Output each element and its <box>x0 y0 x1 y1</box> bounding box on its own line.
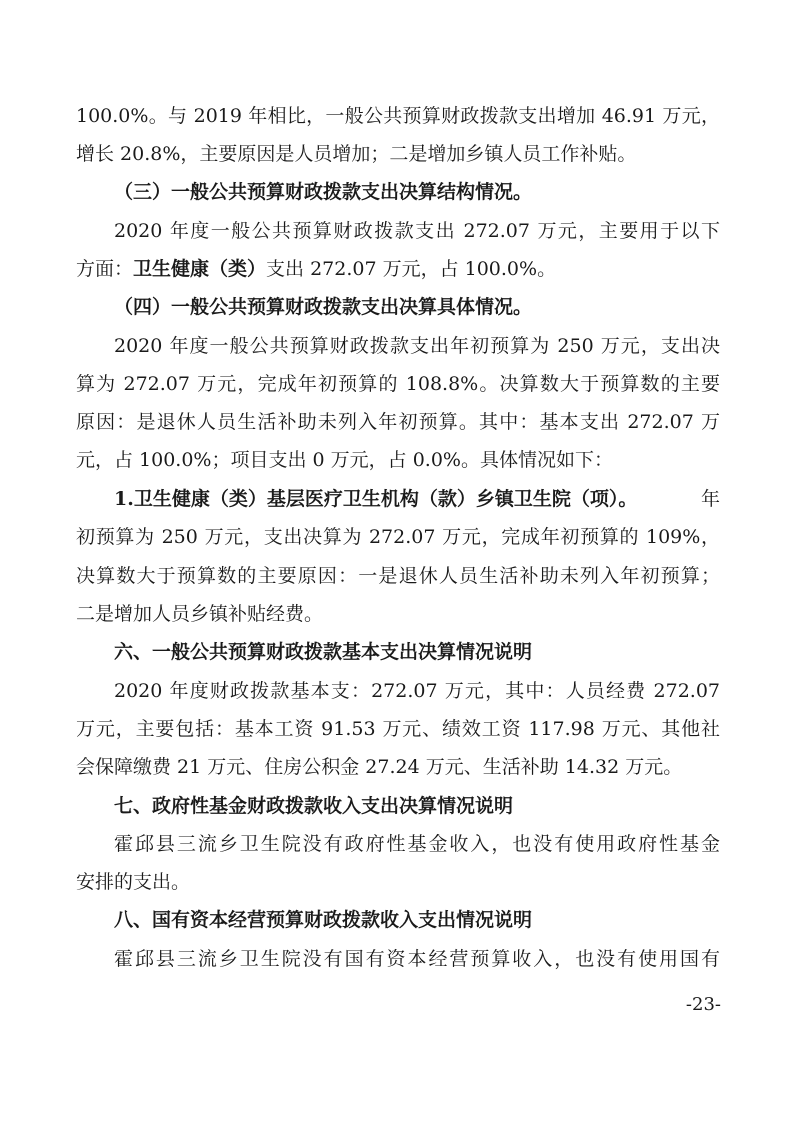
body-line: 2020 年度一般公共预算财政拨款支出年初预算为 250 万元，支出决 <box>114 335 720 357</box>
body-text: 支出 272.07 万元，占 100.0%。 <box>266 258 557 280</box>
body-line: 万元，主要包括：基本工资 91.53 万元、绩效工资 117.98 万元、其他社 <box>76 718 720 740</box>
item-heading: 1.卫生健康（类）基层医疗卫生机构（款）乡镇卫生院（项）。 <box>114 488 638 510</box>
body-line: 增长 20.8%，主要原因是人员增加；二是增加乡镇人员工作补贴。 <box>76 143 637 165</box>
body-text: 年 <box>700 488 720 510</box>
body-line: 会保障缴费 21 万元、住房公积金 27.24 万元、生活补助 14.32 万元。 <box>76 756 683 778</box>
section-heading: 七、政府性基金财政拨款收入支出决算情况说明 <box>114 795 514 817</box>
body-line: 初预算为 250 万元，支出决算为 272.07 万元，完成年初预算的 109%， <box>76 526 720 548</box>
section-heading: 八、国有资本经营预算财政拨款收入支出情况说明 <box>114 909 533 931</box>
body-line: 元，占 100.0%；项目支出 0 万元，占 0.0%。具体情况如下： <box>76 449 613 471</box>
body-text: 方面： <box>76 258 134 280</box>
body-line: 100.0%。与 2019 年相比，一般公共预算财政拨款支出增加 46.91 万元， <box>76 105 720 127</box>
body-line: 霍邱县三流乡卫生院没有国有资本经营预算收入，也没有使用国有 <box>114 948 720 970</box>
section-heading: （四）一般公共预算财政拨款支出决算具体情况。 <box>114 296 533 318</box>
body-line: 二是增加人员乡镇补贴经费。 <box>76 603 324 625</box>
body-line: 霍邱县三流乡卫生院没有政府性基金收入，也没有使用政府性基金 <box>114 833 720 855</box>
body-line: 2020 年度一般公共预算财政拨款支出 272.07 万元，主要用于以下 <box>114 220 720 242</box>
body-line: 2020 年度财政拨款基本支：272.07 万元，其中：人员经费 272.07 <box>114 680 720 702</box>
body-line <box>114 487 720 511</box>
body-line: 决算数大于预算数的主要原因：一是退休人员生活补助未列入年初预算； <box>76 565 720 587</box>
section-heading: 六、一般公共预算财政拨款基本支出决算情况说明 <box>114 641 533 663</box>
page-number: -23- <box>685 994 721 1015</box>
body-line: 原因：是退休人员生活补助未列入年初预算。其中：基本支出 272.07 万 <box>76 411 720 433</box>
body-line <box>76 257 720 281</box>
body-line: 安排的支出。 <box>76 871 191 893</box>
section-heading: （三）一般公共预算财政拨款支出决算结构情况。 <box>114 181 533 203</box>
body-line: 算为 272.07 万元，完成年初预算的 108.8%。决算数大于预算数的主要 <box>76 373 720 395</box>
category-label: 卫生健康（类） <box>133 258 267 280</box>
